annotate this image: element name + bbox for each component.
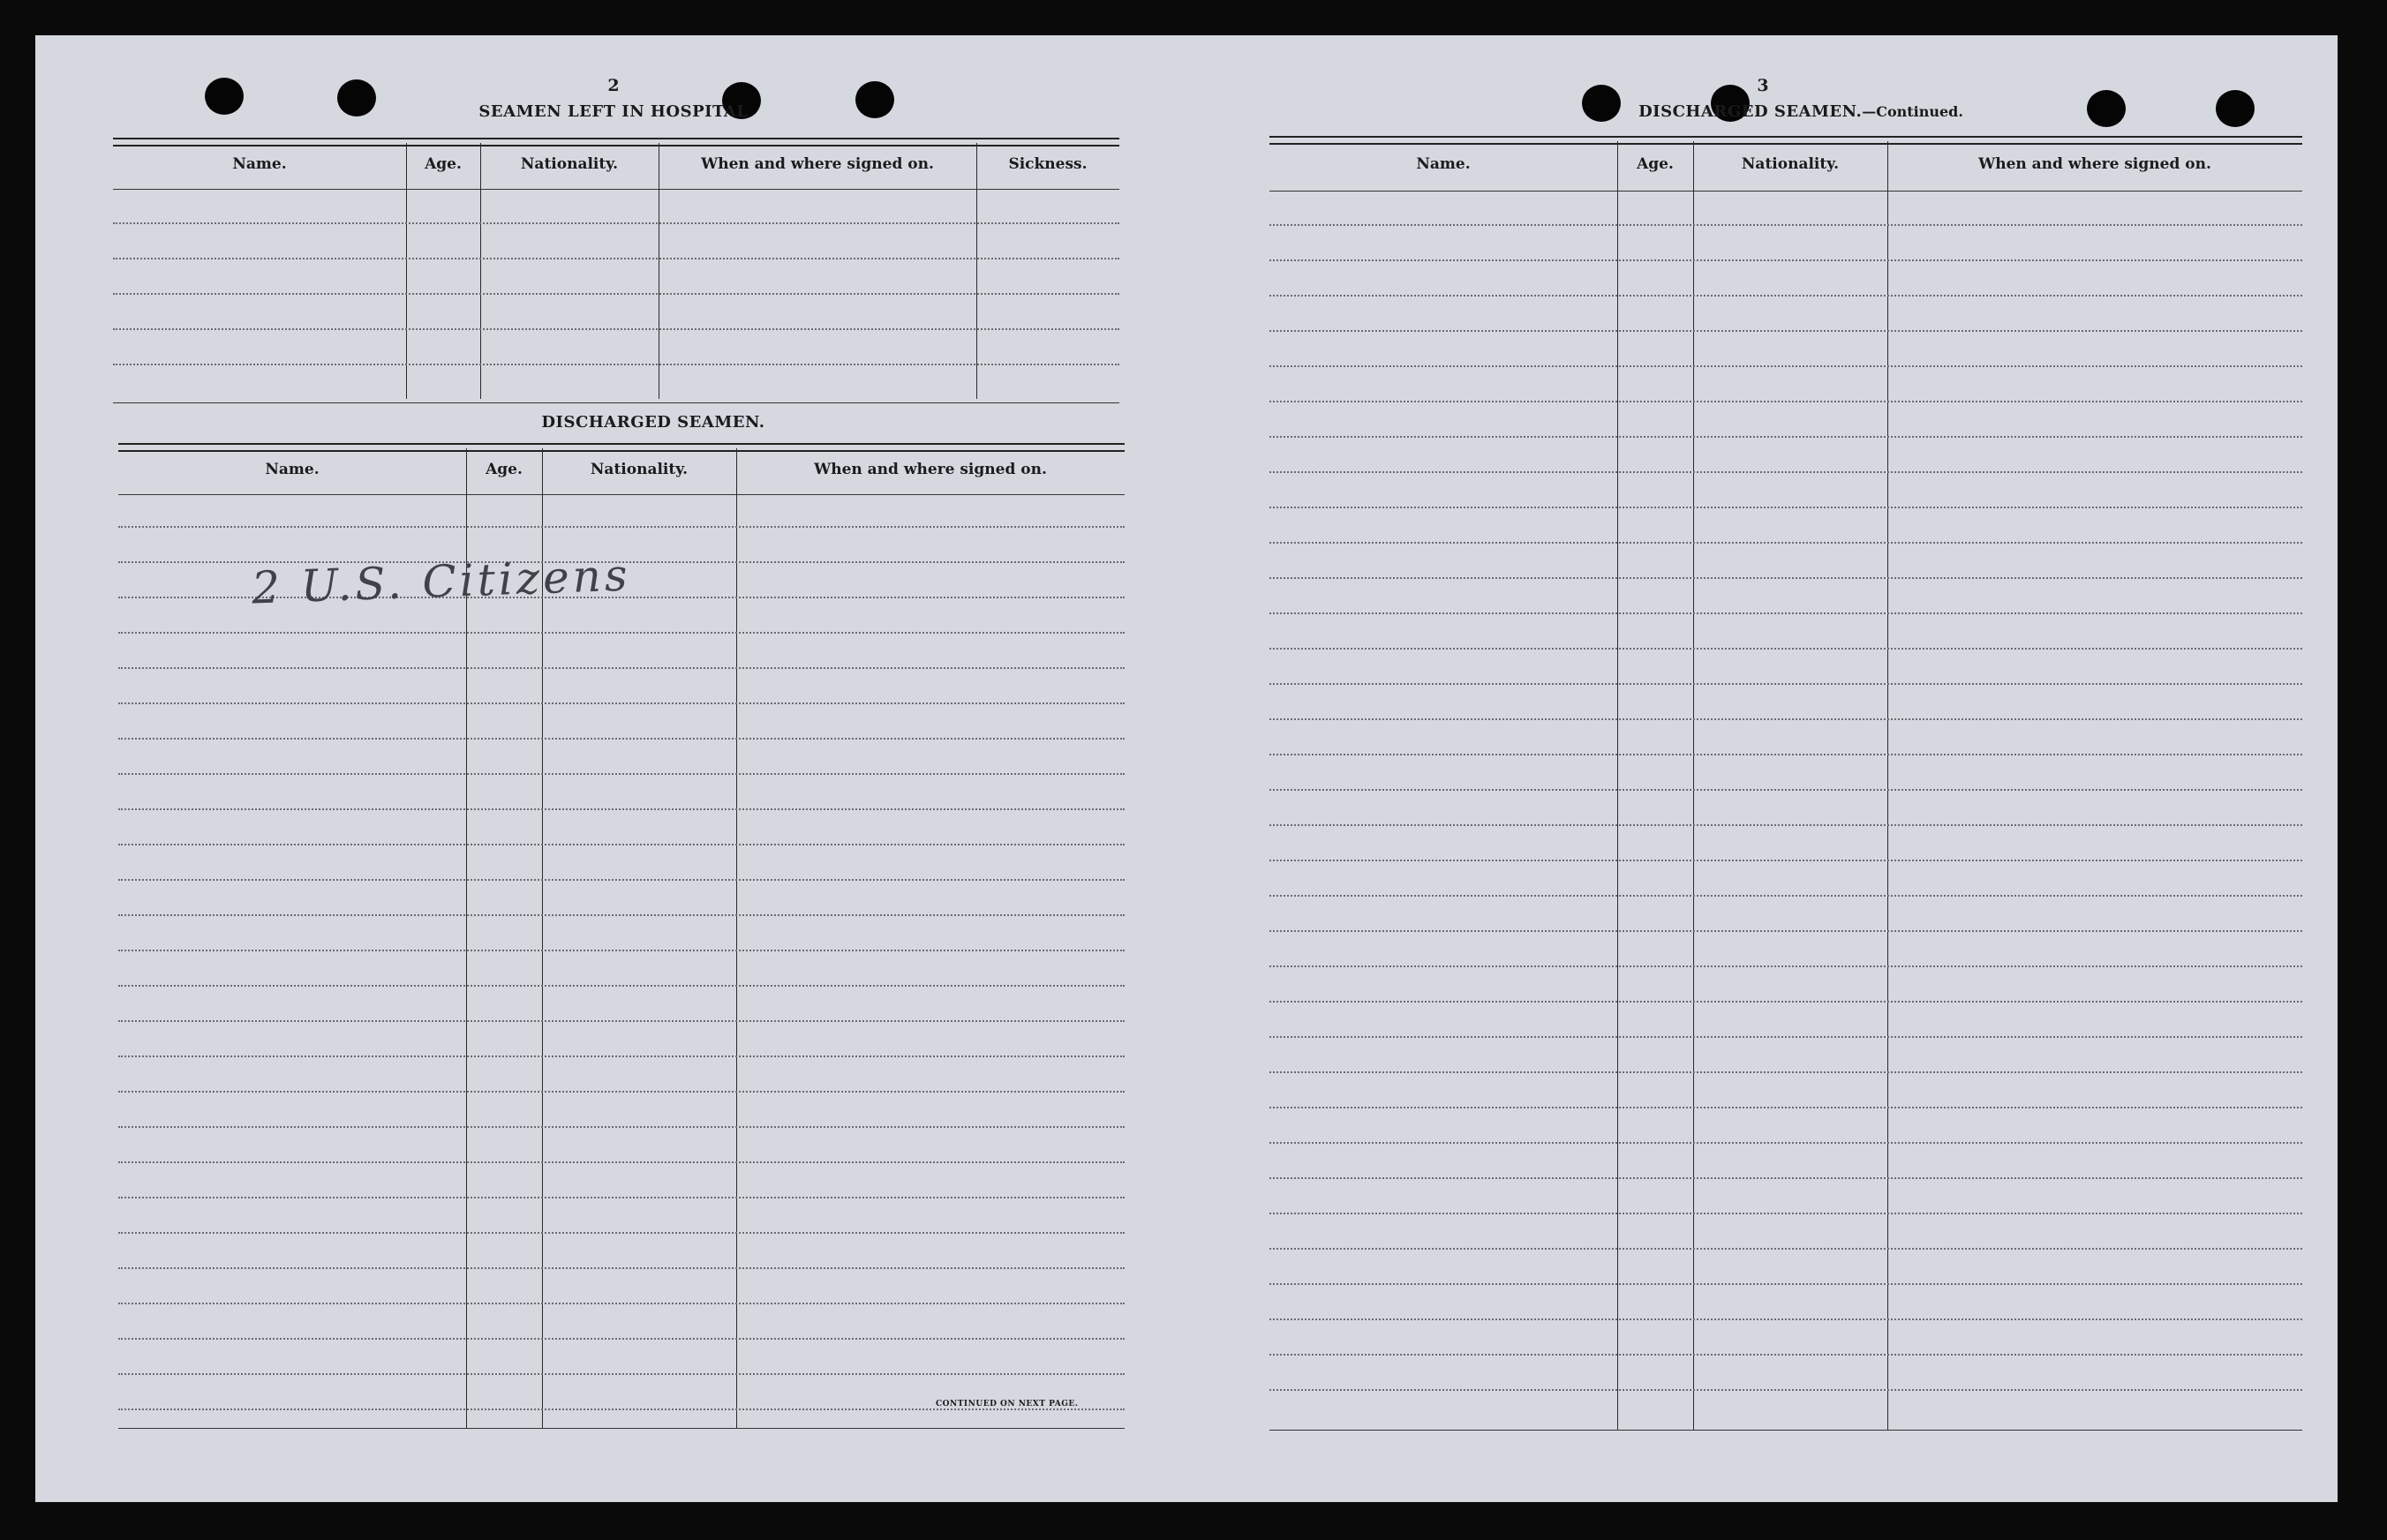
hospital-col-nationality: Nationality. bbox=[520, 155, 619, 173]
ruled-line bbox=[1269, 648, 2302, 650]
ruled-line bbox=[1269, 259, 2302, 261]
ruled-line bbox=[1269, 1107, 2302, 1108]
ruled-line bbox=[118, 808, 1125, 810]
discharged-col-age: Age. bbox=[486, 461, 523, 478]
ruled-line bbox=[1269, 365, 2302, 367]
ruled-line bbox=[1269, 1177, 2302, 1179]
ruled-line bbox=[1269, 471, 2302, 473]
page-number-left: 2 bbox=[607, 76, 620, 95]
hospital-col-age: Age. bbox=[425, 155, 462, 173]
document-sheet bbox=[35, 35, 2338, 1502]
ruled-line bbox=[1269, 789, 2302, 791]
ruled-line bbox=[118, 1197, 1125, 1198]
ruled-line bbox=[1269, 295, 2302, 297]
ruled-line bbox=[118, 667, 1125, 669]
ruled-line bbox=[1269, 1283, 2302, 1285]
ruled-line bbox=[1269, 1142, 2302, 1144]
ruled-line bbox=[118, 773, 1125, 775]
punch-hole bbox=[2087, 90, 2126, 127]
ruled-line bbox=[1269, 330, 2302, 332]
ruled-line bbox=[118, 1373, 1125, 1375]
punch-hole bbox=[855, 81, 894, 118]
ruled-line bbox=[1269, 542, 2302, 544]
ruled-line bbox=[118, 1232, 1125, 1234]
ruled-line bbox=[1269, 824, 2302, 826]
right-col-name: Name. bbox=[1416, 155, 1471, 173]
ruled-line bbox=[118, 1409, 1125, 1410]
ruled-line bbox=[1269, 930, 2302, 932]
ruled-line bbox=[1269, 895, 2302, 897]
punch-hole bbox=[337, 79, 376, 116]
ruled-line bbox=[1269, 507, 2302, 508]
ruled-line bbox=[1269, 436, 2302, 438]
discharged-continued-title bbox=[1624, 102, 1977, 121]
ruled-line bbox=[1269, 1389, 2302, 1391]
discharged-col-nationality: Nationality. bbox=[590, 461, 689, 478]
discharged-section-title: DISCHARGED SEAMEN. bbox=[541, 413, 765, 432]
ruled-line bbox=[1269, 718, 2302, 720]
ruled-line bbox=[118, 1055, 1125, 1057]
ruled-line bbox=[1269, 860, 2302, 861]
ruled-line bbox=[118, 1161, 1125, 1163]
ruled-line bbox=[118, 632, 1125, 634]
ruled-line bbox=[1269, 1036, 2302, 1038]
continued-note: CONTINUED ON NEXT PAGE. bbox=[936, 1400, 1079, 1409]
ruled-line bbox=[1269, 1071, 2302, 1073]
punch-hole bbox=[1582, 85, 1621, 122]
ruled-line bbox=[118, 702, 1125, 704]
ruled-line bbox=[118, 1126, 1125, 1128]
ruled-line bbox=[1269, 754, 2302, 755]
ruled-line bbox=[118, 738, 1125, 740]
discharged-col-name: Name. bbox=[265, 461, 320, 478]
discharged-continued-title-main: DISCHARGED SEAMEN. bbox=[1638, 102, 1863, 121]
discharged-col-signed-on: When and where signed on. bbox=[814, 461, 1047, 478]
hospital-table bbox=[113, 138, 1119, 406]
ruled-line bbox=[118, 879, 1125, 881]
ruled-line bbox=[118, 914, 1125, 916]
punch-hole bbox=[2216, 90, 2255, 127]
ruled-line bbox=[1269, 1213, 2302, 1214]
ruled-line bbox=[118, 1020, 1125, 1022]
ruled-line bbox=[1269, 577, 2302, 579]
hospital-section-title: SEAMEN LEFT IN HOSPITAL bbox=[478, 102, 749, 121]
ruled-line bbox=[1269, 612, 2302, 614]
ruled-line bbox=[1269, 401, 2302, 402]
right-col-signed-on: When and where signed on. bbox=[1978, 155, 2211, 173]
ruled-line bbox=[1269, 1001, 2302, 1003]
page-number-right: 3 bbox=[1757, 76, 1769, 95]
right-col-age: Age. bbox=[1637, 155, 1674, 173]
ruled-line bbox=[1269, 1248, 2302, 1250]
discharged-table-right bbox=[1269, 136, 2302, 1438]
punch-hole bbox=[205, 78, 244, 115]
discharged-continued-suffix: —Continued. bbox=[1862, 103, 1963, 120]
hospital-col-sickness: Sickness. bbox=[1008, 155, 1088, 173]
hospital-col-name: Name. bbox=[232, 155, 287, 173]
ruled-line bbox=[118, 844, 1125, 845]
right-col-nationality: Nationality. bbox=[1741, 155, 1840, 173]
ruled-line bbox=[118, 1303, 1125, 1304]
ruled-line bbox=[118, 1091, 1125, 1093]
ruled-line bbox=[1269, 683, 2302, 685]
ruled-line bbox=[118, 1267, 1125, 1269]
ruled-line bbox=[1269, 1318, 2302, 1320]
handwritten-entry: 2 U.S. Citizens bbox=[251, 549, 632, 614]
ruled-line bbox=[118, 985, 1125, 987]
ruled-line bbox=[1269, 1354, 2302, 1356]
ruled-line bbox=[1269, 965, 2302, 967]
ruled-line bbox=[118, 526, 1125, 528]
hospital-col-signed-on: When and where signed on. bbox=[701, 155, 934, 173]
ruled-line bbox=[118, 1338, 1125, 1340]
ruled-line bbox=[1269, 224, 2302, 226]
ruled-line bbox=[118, 950, 1125, 951]
